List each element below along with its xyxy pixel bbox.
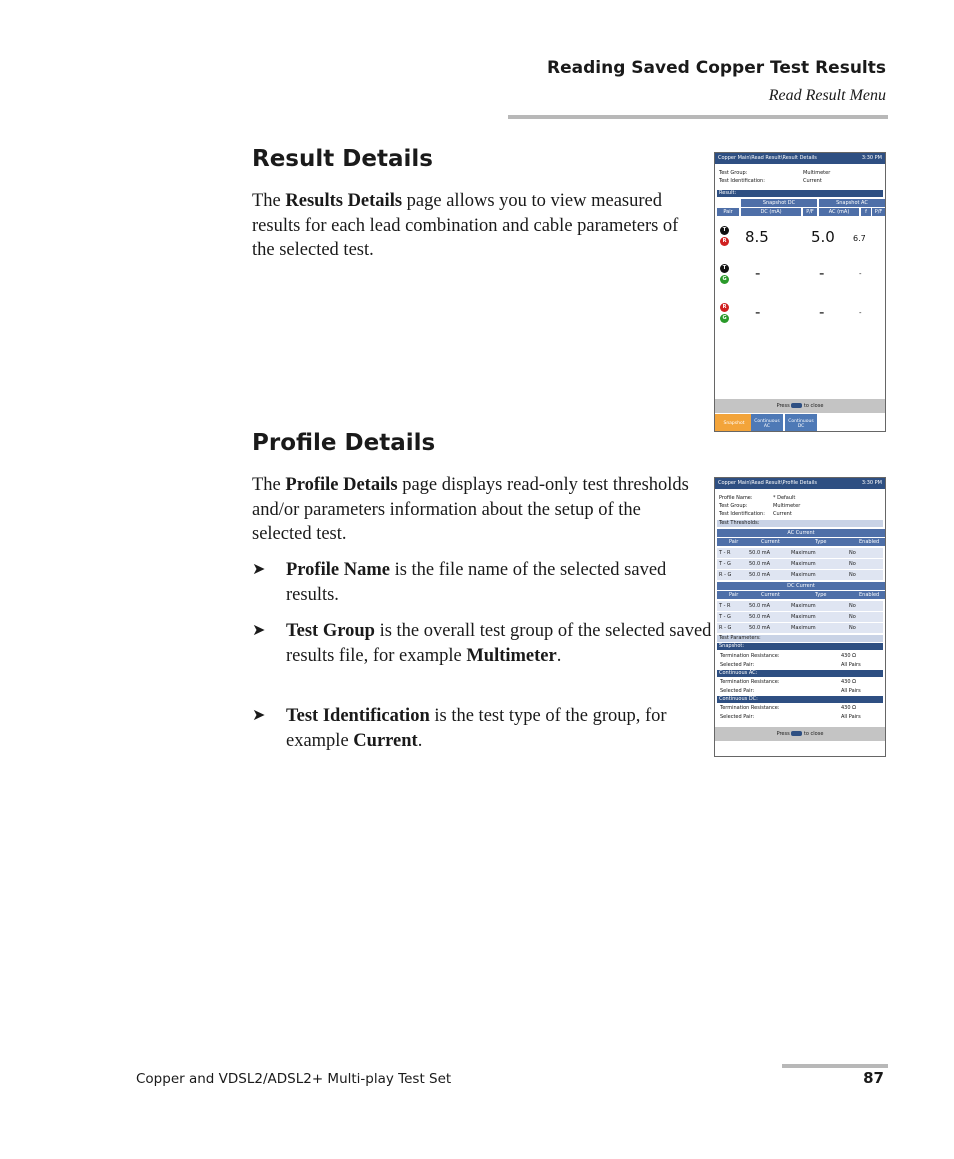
table-row	[717, 623, 883, 633]
continuous-ac-bar: Continuous AC:	[717, 670, 883, 677]
header-rule	[508, 115, 888, 119]
bullet-test-identification	[252, 704, 712, 753]
thresholds-bar: Test Thresholds:	[717, 520, 883, 527]
freq-value: -	[859, 309, 862, 317]
arrow-bullet-icon: ➤	[252, 622, 266, 639]
label: Test Group:	[719, 170, 748, 176]
running-header-title: Reading Saved Copper Test Results	[547, 58, 886, 78]
lead-ground-icon: G	[720, 275, 729, 284]
lead-ground-icon: G	[720, 314, 729, 323]
label: Test Group:	[719, 503, 748, 509]
press-to-close-bar	[715, 399, 885, 413]
lead-tip-icon: T	[720, 226, 729, 235]
bullet-text: .	[417, 730, 423, 751]
cell: Maximum	[791, 561, 816, 567]
screen-titlebar	[715, 478, 885, 489]
ac-value: -	[819, 303, 825, 321]
value: 430 Ω	[841, 705, 856, 711]
press-text: Press	[776, 403, 790, 409]
cell: T - R	[719, 603, 731, 609]
result-details-screenshot	[714, 152, 886, 432]
value: All Pairs	[841, 662, 861, 668]
dc-column-header	[717, 591, 885, 599]
cell: Maximum	[791, 625, 816, 631]
table-row	[717, 559, 883, 569]
ac-value: -	[819, 264, 825, 282]
back-arrow-icon	[791, 731, 802, 736]
bullet-bold: Current	[353, 730, 418, 751]
screen-time: 3:30 PM	[861, 155, 882, 161]
label: Profile Name:	[719, 495, 753, 501]
cell: No	[849, 614, 856, 620]
paragraph-text: The	[252, 191, 286, 211]
bullet-text: is the file name of the selected saved results.	[286, 560, 667, 605]
label: Termination Resistance:	[720, 705, 780, 711]
close-text: to close	[803, 731, 824, 737]
col-pf: P/F	[803, 208, 817, 216]
value: Current	[773, 511, 792, 517]
col-pf: P/F	[872, 208, 885, 216]
cell: No	[849, 561, 856, 567]
cell: 50.0 mA	[749, 572, 771, 578]
press-to-close-bar	[715, 727, 885, 741]
cell: Maximum	[791, 572, 816, 578]
bullet-bold: Test Identification	[286, 706, 430, 726]
cell: R - G	[719, 625, 732, 631]
bullet-text: is the test type of the group, for example	[286, 706, 667, 751]
tab-continuous-ac[interactable]: Continuous AC	[751, 414, 783, 432]
paragraph-text: The	[252, 475, 286, 495]
screen-title: Copper Main\Read Result\Result Details	[718, 155, 817, 161]
screen-titlebar	[715, 153, 885, 164]
table-row	[717, 570, 883, 580]
col-ac: AC (mA)	[819, 208, 859, 216]
freq-value: 6.7	[853, 234, 866, 243]
back-arrow-icon	[791, 403, 802, 408]
snapshot-bar: Snapshot:	[717, 643, 883, 650]
result-bar: Result:	[717, 190, 883, 197]
tab-snapshot[interactable]: Snapshot	[715, 414, 753, 432]
page-number: 87	[863, 1069, 884, 1087]
profile-details-heading: Profile Details	[252, 430, 436, 456]
press-text: Press	[776, 731, 790, 737]
cell: 50.0 mA	[749, 625, 771, 631]
bullet-text: .	[556, 645, 562, 666]
value: 430 Ω	[841, 679, 856, 685]
result-details-heading: Result Details	[252, 146, 433, 172]
cell: No	[849, 550, 856, 556]
cell: Maximum	[791, 550, 816, 556]
snapshot-dc-header: Snapshot DC	[741, 199, 817, 207]
col-enabled: Enabled	[859, 539, 880, 545]
parameters-bar: Test Parameters:	[717, 635, 883, 642]
freq-value: -	[859, 270, 862, 278]
cell: T - R	[719, 550, 731, 556]
col-pair: Pair	[717, 208, 739, 216]
continuous-dc-bar: Continuous DC:	[717, 696, 883, 703]
value: * Default	[773, 495, 796, 501]
snapshot-ac-header: Snapshot AC	[819, 199, 885, 207]
paragraph-text: page displays read-only test thresholds and/or parameters information about the setup of the selected test.	[252, 475, 689, 544]
running-header-subtitle: Read Result Menu	[768, 87, 886, 104]
profile-details-paragraph	[252, 473, 702, 547]
col-type: Type	[815, 592, 827, 598]
lead-ring-icon: R	[720, 237, 729, 246]
ac-column-header	[717, 538, 885, 546]
table-row	[717, 612, 883, 622]
arrow-bullet-icon: ➤	[252, 561, 266, 578]
cell: T - G	[719, 561, 731, 567]
bullet-test-group	[252, 619, 712, 668]
table-row	[717, 548, 883, 558]
table-row	[717, 601, 883, 611]
dc-value: -	[755, 303, 761, 321]
dc-current-header: DC Current	[717, 582, 885, 590]
label: Termination Resistance:	[720, 679, 780, 685]
bullet-bold: Multimeter	[466, 645, 557, 666]
footer-product-name: Copper and VDSL2/ADSL2+ Multi-play Test Set	[136, 1071, 452, 1087]
label: Selected Pair:	[720, 688, 755, 694]
paragraph-bold: Profile Details	[285, 475, 398, 495]
paragraph-bold: Results Details	[285, 191, 403, 211]
col-current: Current	[761, 539, 780, 545]
cell: No	[849, 572, 856, 578]
cell: 50.0 mA	[749, 603, 771, 609]
ac-value: 5.0	[811, 228, 835, 246]
close-text: to close	[803, 403, 824, 409]
arrow-bullet-icon: ➤	[252, 707, 266, 724]
col-enabled: Enabled	[859, 592, 880, 598]
value: Current	[803, 178, 822, 184]
col-dc: DC (mA)	[741, 208, 801, 216]
bullet-profile-name	[252, 558, 712, 607]
profile-details-screenshot	[714, 477, 886, 757]
value: Multimeter	[773, 503, 801, 509]
ac-current-header: AC Current	[717, 529, 885, 537]
label: Test Identification:	[719, 178, 765, 184]
dc-value: 8.5	[745, 228, 769, 246]
label: Selected Pair:	[720, 714, 755, 720]
value: All Pairs	[841, 714, 861, 720]
screen-title: Copper Main\Read Result\Profile Details	[718, 480, 817, 486]
value: 430 Ω	[841, 653, 856, 659]
label: Selected Pair:	[720, 662, 755, 668]
col-current: Current	[761, 592, 780, 598]
tab-continuous-dc[interactable]: Continuous DC	[785, 414, 817, 432]
cell: 50.0 mA	[749, 614, 771, 620]
cell: 50.0 mA	[749, 550, 771, 556]
col-pair: Pair	[729, 539, 739, 545]
screen-time: 3:30 PM	[861, 480, 882, 486]
cell: Maximum	[791, 614, 816, 620]
cell: No	[849, 603, 856, 609]
lead-tip-icon: T	[720, 264, 729, 273]
paragraph-text: page allows you to view measured results for each lead combination and cable parameters of the selected test.	[252, 191, 679, 260]
value: Multimeter	[803, 170, 831, 176]
cell: 50.0 mA	[749, 561, 771, 567]
cell: R - G	[719, 572, 732, 578]
col-f: f (Hz)	[861, 209, 872, 223]
value: All Pairs	[841, 688, 861, 694]
footer-rule	[782, 1064, 888, 1068]
dc-value: -	[755, 264, 761, 282]
col-type: Type	[815, 539, 827, 545]
cell: No	[849, 625, 856, 631]
bullet-bold: Profile Name	[286, 560, 390, 580]
bullet-bold: Test Group	[286, 621, 375, 641]
label: Test Identification:	[719, 511, 765, 517]
label: Termination Resistance:	[720, 653, 780, 659]
cell: Maximum	[791, 603, 816, 609]
cell: T - G	[719, 614, 731, 620]
col-pair: Pair	[729, 592, 739, 598]
bullet-text: is the overall test group of the selected saved results file, for example	[286, 621, 712, 666]
result-details-paragraph	[252, 189, 702, 263]
lead-ring-icon: R	[720, 303, 729, 312]
